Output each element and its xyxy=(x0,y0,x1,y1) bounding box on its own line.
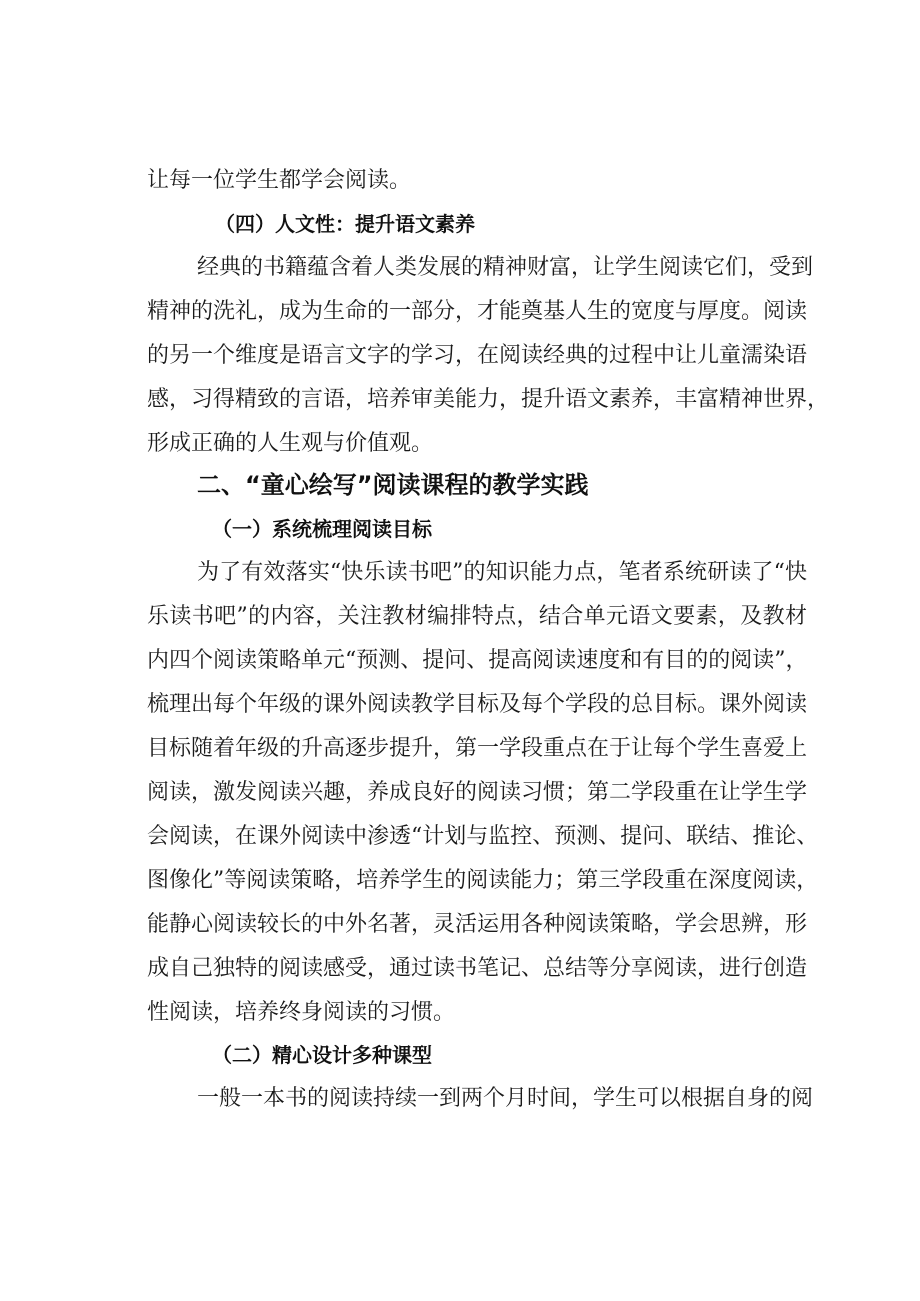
paragraph-line: 的另一个维度是语言文字的学习，在阅读经典的过程中让儿童濡染语 xyxy=(147,343,808,368)
paragraph-line: 目标随着年级的升高逐步提升，第一学段重点在于让每个学生喜爱上 xyxy=(147,736,808,761)
paragraph-line: 一般一本书的阅读持续一到两个月时间，学生可以根据自身的阅 xyxy=(197,1086,814,1111)
paragraph-line: 阅读，激发阅读兴趣，养成良好的阅读习惯；第二学段重在让学生学 xyxy=(147,780,808,805)
paragraph-line: 形成正确的人生观与价值观。 xyxy=(147,431,434,456)
paragraph-line: 性阅读，培养终身阅读的习惯。 xyxy=(147,1000,456,1025)
paragraph-line: 精神的洗礼，成为生命的一部分，才能奠基人生的宽度与厚度。阅读 xyxy=(147,299,808,324)
paragraph-line: 乐读书吧”的内容，关注教材编排特点，结合单元语文要素，及教材 xyxy=(147,604,807,629)
subheading-humanism: （四）人文性：提升语文素养 xyxy=(215,212,475,236)
paragraph-line: 能静心阅读较长的中外名著，灵活运用各种阅读策略，学会思辨，形 xyxy=(147,912,808,937)
section-title: 二、“童心绘写”阅读课程的教学实践 xyxy=(197,471,589,499)
paragraph-line: 内四个阅读策略单元“预测、提问、提高阅读速度和有目的的阅读”， xyxy=(147,648,808,673)
paragraph-line: 为了有效落实“快乐读书吧”的知识能力点，笔者系统研读了“快 xyxy=(197,560,807,585)
paragraph-line: 让每一位学生都学会阅读。 xyxy=(147,168,412,193)
paragraph-line: 梳理出每个年级的课外阅读教学目标及每个学段的总目标。课外阅读 xyxy=(147,692,808,717)
subheading-course-types: （二）精心设计多种课型 xyxy=(212,1043,432,1067)
paragraph-line: 感，习得精致的言语，培养审美能力，提升语文素养，丰富精神世界， xyxy=(147,387,830,412)
subheading-reading-goals: （一）系统梳理阅读目标 xyxy=(212,517,432,541)
paragraph-line: 成自己独特的阅读感受，通过读书笔记、总结等分享阅读，进行创造 xyxy=(147,956,808,981)
paragraph-line: 图像化”等阅读策略，培养学生的阅读能力；第三学段重在深度阅读， xyxy=(147,868,819,893)
paragraph-line: 会阅读，在课外阅读中渗透“计划与监控、预测、提问、联结、推论、 xyxy=(147,824,819,849)
paragraph-line: 经典的书籍蕴含着人类发展的精神财富，让学生阅读它们，受到 xyxy=(197,255,814,280)
